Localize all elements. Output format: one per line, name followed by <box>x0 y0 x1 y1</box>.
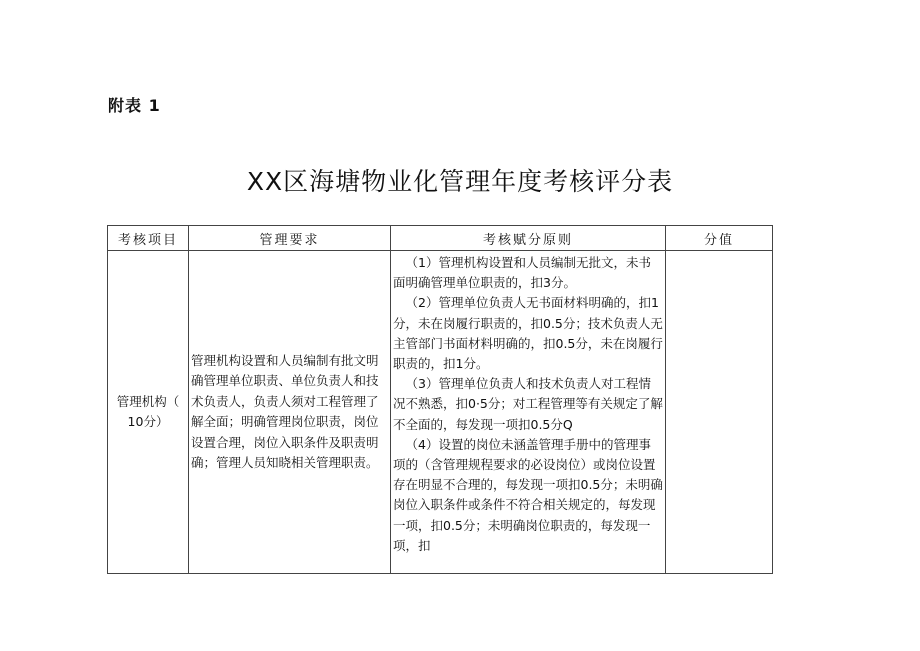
scoring-principle-cell <box>391 251 666 574</box>
scoring-rule-1: （1）管理机构设置和人员编制无批文，未书面明确管理单位职责的，扣3分。 <box>393 255 651 291</box>
management-requirement-cell: 管理机构设置和人员编制有批文明确管理单位职责、单位负责人和技术负责人，负责人须对工程管理了解全面；明确管理岗位职责，岗位设置合理，岗位入职条件及职责明确；管理人员知晓相关管理职责。 <box>189 251 391 574</box>
scoring-rule-4: （4）设置的岗位未涵盖管理手册中的管理事项的（含管理规程要求的必设岗位）或岗位设置存在明显不合理的，每发现一项扣0.5分；未明确岗位入职条件或条件不符合相关规定的，每发现一项，扣0.5分；未明确岗位职责的，每发现一项，扣 <box>393 436 663 553</box>
evaluation-table <box>107 225 773 574</box>
header-management-requirement: 管理要求 <box>189 226 391 251</box>
annex-label: 附表 1 <box>108 96 161 115</box>
assessment-item-name: 管理机构（ <box>116 394 180 409</box>
header-score: 分值 <box>666 226 773 251</box>
assessment-item-points: 10分） <box>127 414 169 429</box>
header-assessment-item: 考核项目 <box>108 226 189 251</box>
header-scoring-principle: 考核赋分原则 <box>391 226 666 251</box>
scoring-rule-2: （2）管理单位负责人无书面材料明确的，扣1分，未在岗履行职责的，扣0.5分；技术负责人无主管部门书面材料明确的，扣0.5分，未在岗履行职责的，扣1分。 <box>393 295 663 372</box>
table-row <box>108 251 773 574</box>
document-title: XX区海塘物业化管理年度考核评分表 <box>246 167 674 196</box>
table-header-row <box>108 226 773 251</box>
score-cell <box>666 251 773 574</box>
assessment-item-cell <box>108 251 189 574</box>
scoring-rule-3: （3）管理单位负责人和技术负责人对工程情况不熟悉，扣0·5分；对工程管理等有关规定了解不全面的，每发现一项扣0.5分Q <box>393 376 663 432</box>
